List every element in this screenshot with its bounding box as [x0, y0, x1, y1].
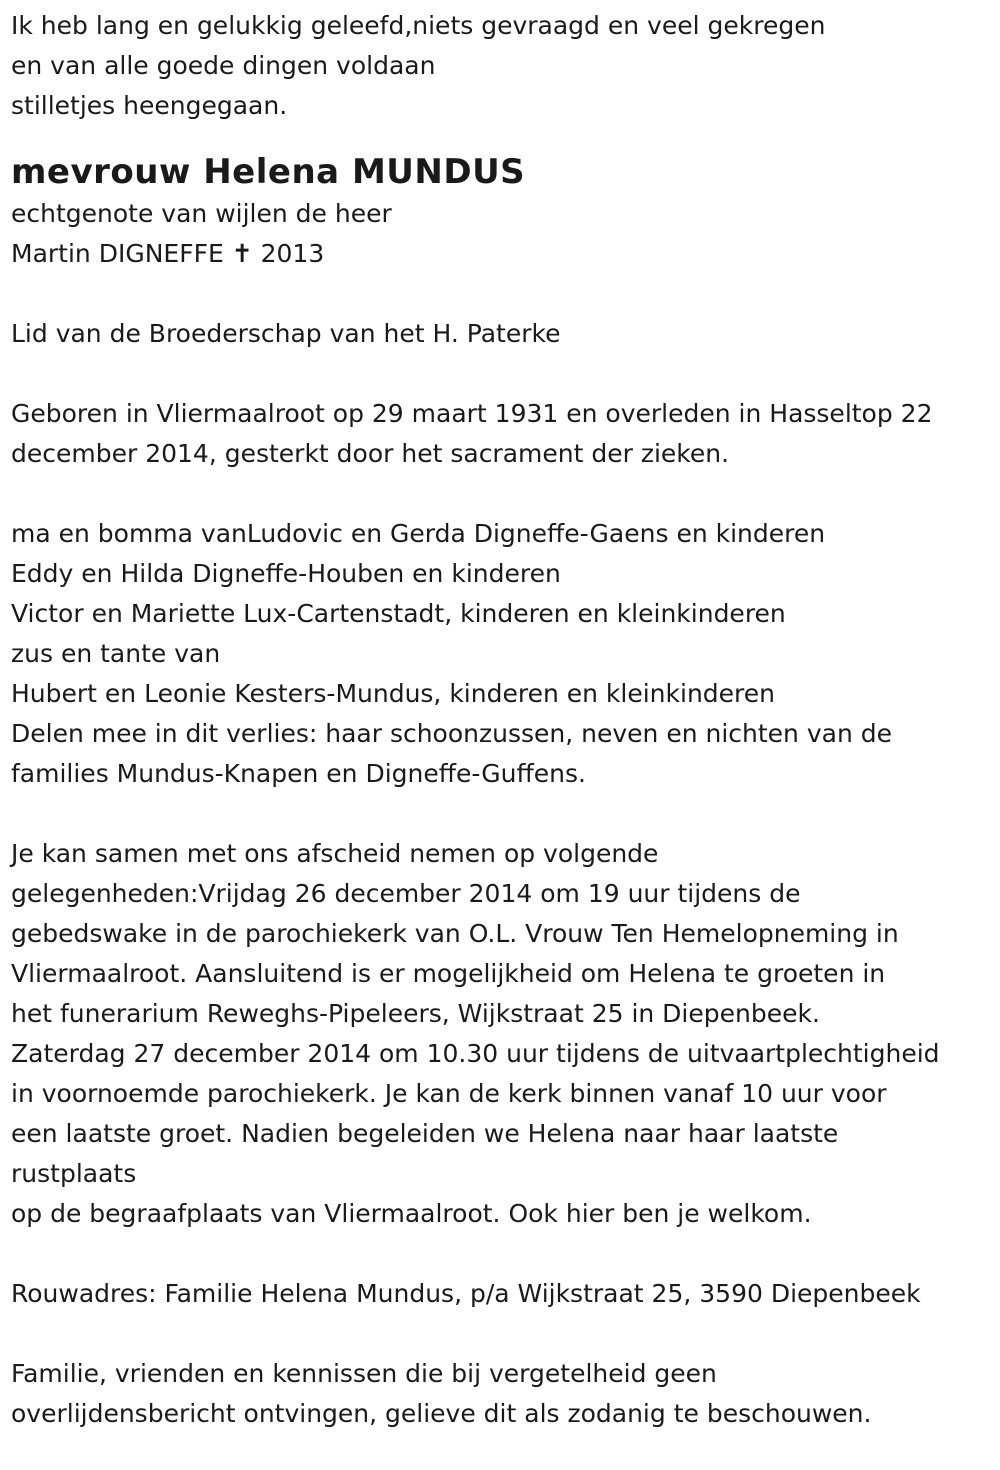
family-line: Victor en Mariette Lux-Cartenstadt, kinderen en kleinkinderen — [11, 599, 786, 628]
spacer — [11, 1314, 996, 1354]
spacer — [11, 1234, 996, 1274]
ceremony-line: gelegenheden:Vrijdag 26 december 2014 om 19 uur tijdens de — [11, 879, 801, 908]
deceased-name: mevrouw Helena MUNDUS — [11, 152, 526, 192]
membership: Lid van de Broederschap van het H. Paterke — [11, 319, 561, 348]
family-line: zus en tante van — [11, 639, 221, 668]
ceremony-line: in voornoemde parochiekerk. Je kan de kerk binnen vanaf 10 uur voor — [11, 1079, 887, 1108]
spacer — [11, 474, 996, 514]
ceremony-line: Zaterdag 27 december 2014 om 10.30 uur tijdens de uitvaartplechtigheid — [11, 1039, 940, 1068]
ceremony-line: op de begraafplaats van Vliermaalroot. Ook hier ben je welkom. — [11, 1199, 812, 1228]
family-line: ma en bomma vanLudovic en Gerda Digneffe-Gaens en kinderen — [11, 519, 826, 548]
family-line: families Mundus-Knapen en Digneffe-Guffens. — [11, 759, 586, 788]
cross-icon: ✝ — [231, 239, 253, 268]
mourning-address: Rouwadres: Familie Helena Mundus, p/a Wijkstraat 25, 3590 Diepenbeek — [11, 1279, 921, 1308]
family-line: Delen mee in dit verlies: haar schoonzussen, neven en nichten van de — [11, 719, 893, 748]
ceremony-info — [11, 834, 996, 1234]
spouse-name: Martin DIGNEFFE — [11, 239, 224, 268]
ceremony-line: een laatste groet. Nadien begeleiden we Helena naar haar laatste — [11, 1119, 839, 1148]
birth-death-line: december 2014, gesterkt door het sacrament der zieken. — [11, 439, 730, 468]
spacer — [11, 354, 996, 394]
ceremony-line: Vliermaalroot. Aansluitend is er mogelijkheid om Helena te groeten in — [11, 959, 886, 988]
family-line: Hubert en Leonie Kesters-Mundus, kinderen en kleinkinderen — [11, 679, 775, 708]
spacer — [11, 794, 996, 834]
closing-line: Familie, vrienden en kennissen die bij vergetelheid geen — [11, 1359, 717, 1388]
death-notice — [11, 6, 996, 1434]
spouse-line — [11, 234, 996, 274]
poem-line: Ik heb lang en gelukkig geleefd,niets gevraagd en veel gekregen — [11, 11, 826, 40]
spacer — [11, 274, 996, 314]
ceremony-line: gebedswake in de parochiekerk van O.L. Vrouw Ten Hemelopneming in — [11, 919, 899, 948]
poem — [11, 6, 996, 126]
closing-line: overlijdensbericht ontvingen, gelieve dit als zodanig te beschouwen. — [11, 1399, 872, 1428]
ceremony-line: het funerarium Reweghs-Pipeleers, Wijkstraat 25 in Diepenbeek. — [11, 999, 820, 1028]
family-line: Eddy en Hilda Digneffe-Houben en kinderen — [11, 559, 561, 588]
ceremony-line: Je kan samen met ons afscheid nemen op volgende — [11, 839, 659, 868]
spouse-intro: echtgenote van wijlen de heer — [11, 199, 392, 228]
family-list — [11, 514, 996, 794]
closing-note — [11, 1354, 996, 1434]
birth-death-line: Geboren in Vliermaalroot op 29 maart 1931 en overleden in Hasseltop 22 — [11, 399, 933, 428]
ceremony-line: rustplaats — [11, 1159, 137, 1188]
poem-line: en van alle goede dingen voldaan — [11, 51, 436, 80]
poem-line: stilletjes heengegaan. — [11, 91, 288, 120]
birth-death — [11, 394, 996, 474]
spouse-year: 2013 — [260, 239, 325, 268]
